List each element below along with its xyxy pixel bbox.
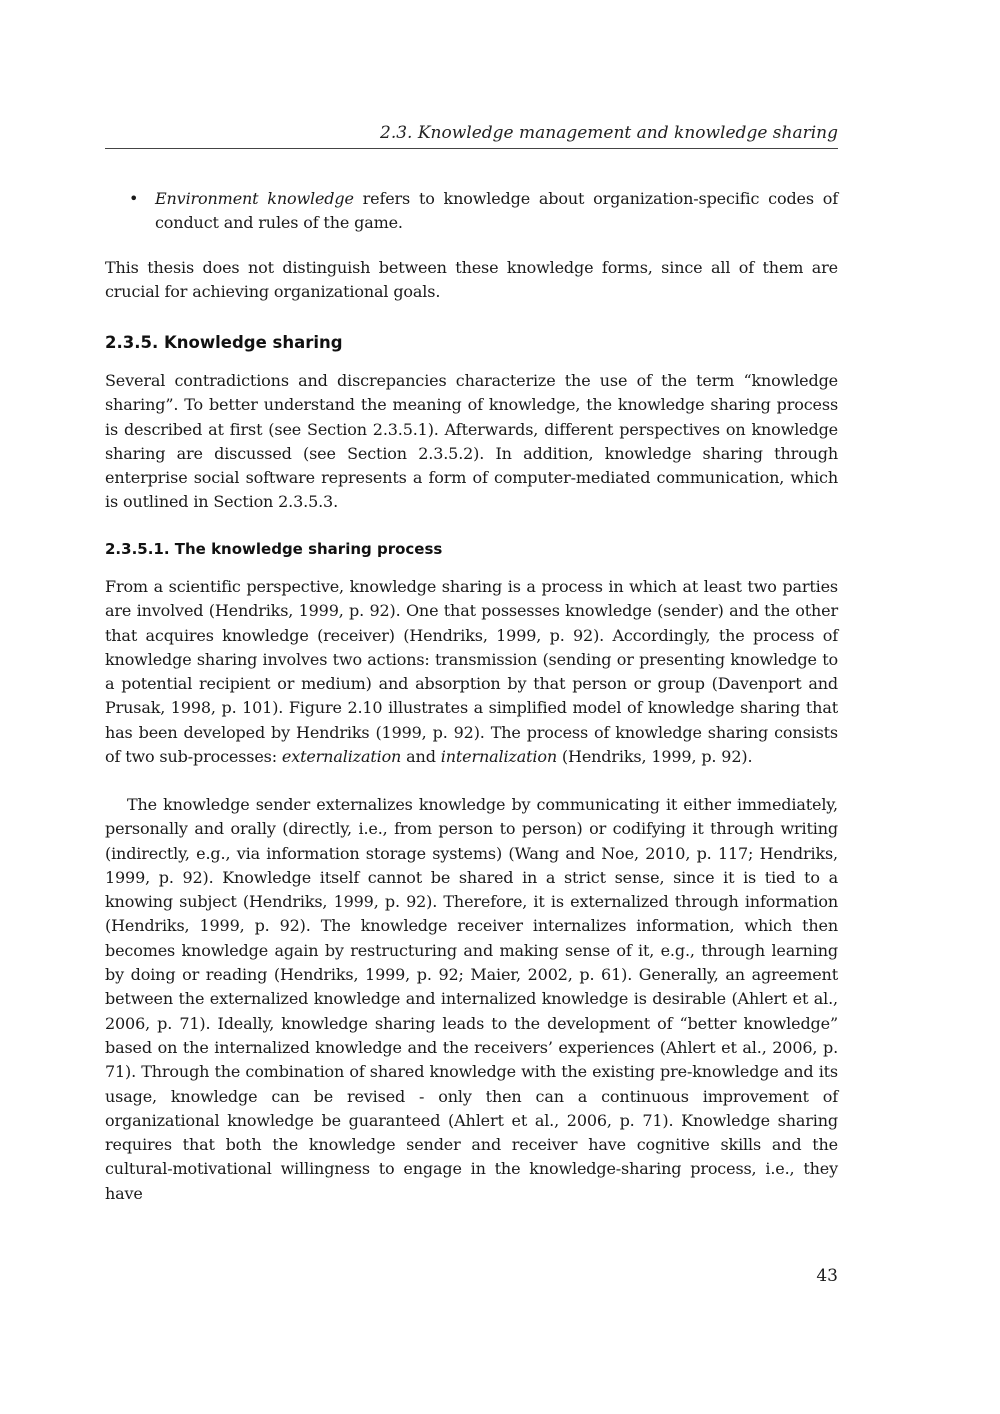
header-rule	[105, 148, 838, 149]
bullet-term: Environment knowledge	[155, 189, 354, 208]
subsection-paragraph-1-part-b: (Hendriks, 1999, p. 92).	[557, 747, 753, 767]
bullet-list-item	[105, 187, 838, 236]
bullet-icon: •	[129, 189, 139, 208]
section-heading: 2.3.5. Knowledge sharing	[105, 333, 343, 352]
subsection-paragraph-2: The knowledge sender externalizes knowledge by communicating it either immediately, personally and orally (directly, i.e., from person to person) or codifying it through writing (indirectly, e.g., via information storage systems) (Wang and Noe, 2010, p. 117; Hendriks, 1999, p. 92). Knowledge itself cannot be shared in a strict sense, since it is tied to a knowing subject (Hendriks, 1999, p. 92). Therefore, it is externalized through information (Hendriks, 1999, p. 92). The knowledge receiver internalizes information, which then becomes knowledge again by restructuring and making sense of it, e.g., through learning by doing or reading (Hendriks, 1999, p. 92; Maier, 2002, p. 61). Generally, an agreement between the externalized knowledge and internalized knowledge is desirable (Ahlert et al., 2006, p. 71). Ideally, knowledge sharing leads to the development of “better knowledge” based on the internalized knowledge and the receivers’ experiences (Ahlert et al., 2006, p. 71). Through the combination of shared knowledge with the existing pre-knowledge and its usage, knowledge can be revised - only then can a continuous improvement of organizational knowledge be guaranteed (Ahlert et al., 2006, p. 71). Knowledge sharing requires that both the knowledge sender and receiver have cognitive skills and the cultural-motivational willingness to engage in the knowledge-sharing process, i.e., they have	[105, 795, 838, 1203]
subsection-heading: 2.3.5.1. The knowledge sharing process	[105, 540, 443, 558]
term-internalization: internalization	[440, 747, 557, 767]
page-number: 43	[816, 1266, 838, 1286]
term-externalization: externalization	[281, 747, 402, 767]
connector-and: and	[401, 747, 441, 767]
subsection-paragraph-1	[105, 575, 838, 769]
running-header: 2.3. Knowledge management and knowledge sharing	[380, 123, 838, 143]
paragraph-forms: This thesis does not distinguish between these knowledge forms, since all of them are crucial for achieving organizational goals.	[105, 258, 838, 302]
section-paragraph: Several contradictions and discrepancies characterize the use of the term “knowledge sharing”. To better understand the meaning of knowledge, the knowledge sharing process is described at first (see Section 2.3.5.1). Afterwards, different perspectives on knowledge sharing are discussed (see Section 2.3.5.2). In addition, knowledge sharing through enterprise social software represents a form of computer-mediated communication, which is outlined in Section 2.3.5.3.	[105, 371, 838, 512]
bullet-description: refers to knowledge about organization-specific codes of conduct and rules of the game.	[155, 189, 838, 233]
subsection-paragraph-1-part-a: From a scientific perspective, knowledge sharing is a process in which at least two parties are involved (Hendriks, 1999, p. 92). One that possesses knowledge (sender) and the other that acquires knowledge (receiver) (Hendriks, 1999, p. 92). Accordingly, the process of knowledge sharing involves two actions: transmission (sending or presenting knowledge to a potential recipient or medium) and absorption by that person or group (Davenport and Prusak, 1998, p. 101). Figure 2.10 illustrates a simplified model of knowledge sharing that has been developed by Hendriks (1999, p. 92). The process of knowledge sharing consists of two sub-processes:	[105, 577, 838, 767]
bullet-text	[155, 187, 838, 236]
